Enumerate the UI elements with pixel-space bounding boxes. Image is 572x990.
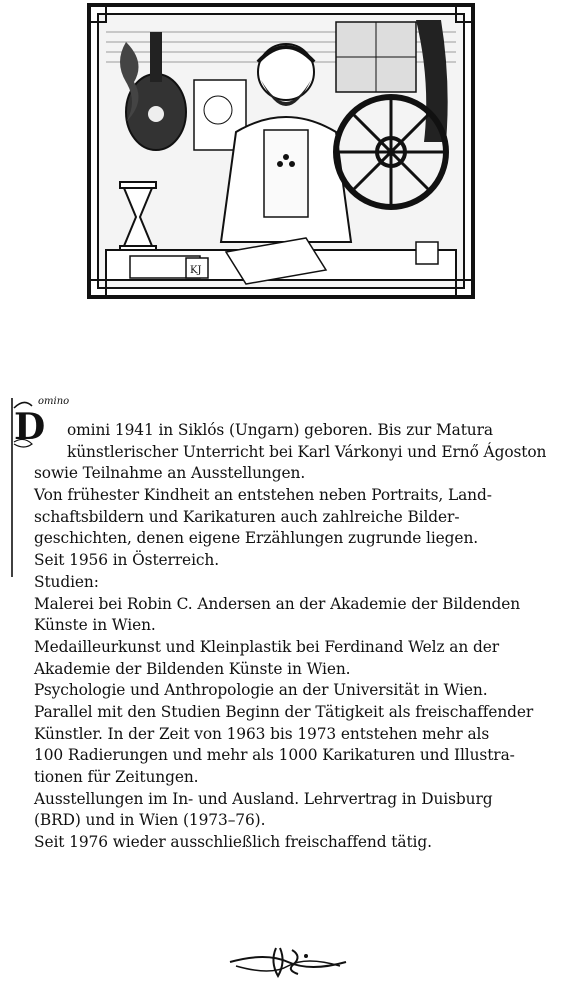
bio-line: Psychologie und Anthropologie an der Universität in Wien. (34, 681, 488, 700)
artist-illustration (86, 2, 476, 300)
bio-line: schaftsbildern und Karikaturen auch zahlreiche Bilder- (34, 507, 460, 526)
biography-text (34, 420, 570, 854)
bio-line: geschichten, denen eigene Erzählungen zugrunde liegen. (34, 529, 479, 548)
bio-line: Parallel mit den Studien Beginn der Tätigkeit als freischaffender (34, 702, 534, 721)
bio-line: 100 Radierungen und mehr als 1000 Karikaturen und Illustra- (34, 746, 515, 765)
bio-line: Künste in Wien. (34, 616, 156, 635)
signature-ornament (226, 944, 350, 980)
bio-line: Akademie der Bildenden Künste in Wien. (34, 659, 351, 678)
bio-line: Studien: (34, 572, 99, 591)
bio-line: künstlerischer Unterricht bei Karl Várkonyi und Ernő Ágoston (67, 442, 547, 461)
ink-pot (416, 242, 438, 264)
bio-line: Malerei bei Robin C. Andersen an der Akademie der Bildenden (34, 594, 521, 613)
bio-line: omini 1941 in Siklós (Ungarn) geboren. Bis zur Matura (67, 421, 493, 439)
bio-line: sowie Teilnahme an Ausstellungen. (34, 464, 306, 483)
ship-wheel (336, 97, 446, 207)
bio-line: Seit 1956 in Österreich. (34, 551, 220, 570)
bio-line: (BRD) und in Wien (1973–76). (34, 811, 266, 830)
bio-line: tionen für Zeitungen. (34, 768, 199, 786)
bio-line: Von frühester Kindheit an entstehen neben Portraits, Land- (34, 486, 492, 505)
bio-line: Medailleurkunst und Kleinplastik bei Ferdinand Welz an der (34, 637, 499, 656)
bio-line: Künstler. In der Zeit von 1963 bis 1973 entstehen mehr als (34, 724, 490, 743)
drop-cap-letter: D (14, 406, 46, 448)
drop-cap-tag: omino (38, 396, 70, 407)
bio-line: Seit 1976 wieder ausschließlich freischaffend tätig. (34, 833, 432, 852)
monogram-text: KJ (190, 265, 202, 276)
bio-line: Ausstellungen im In- und Ausland. Lehrvertrag in Duisburg (34, 789, 493, 808)
